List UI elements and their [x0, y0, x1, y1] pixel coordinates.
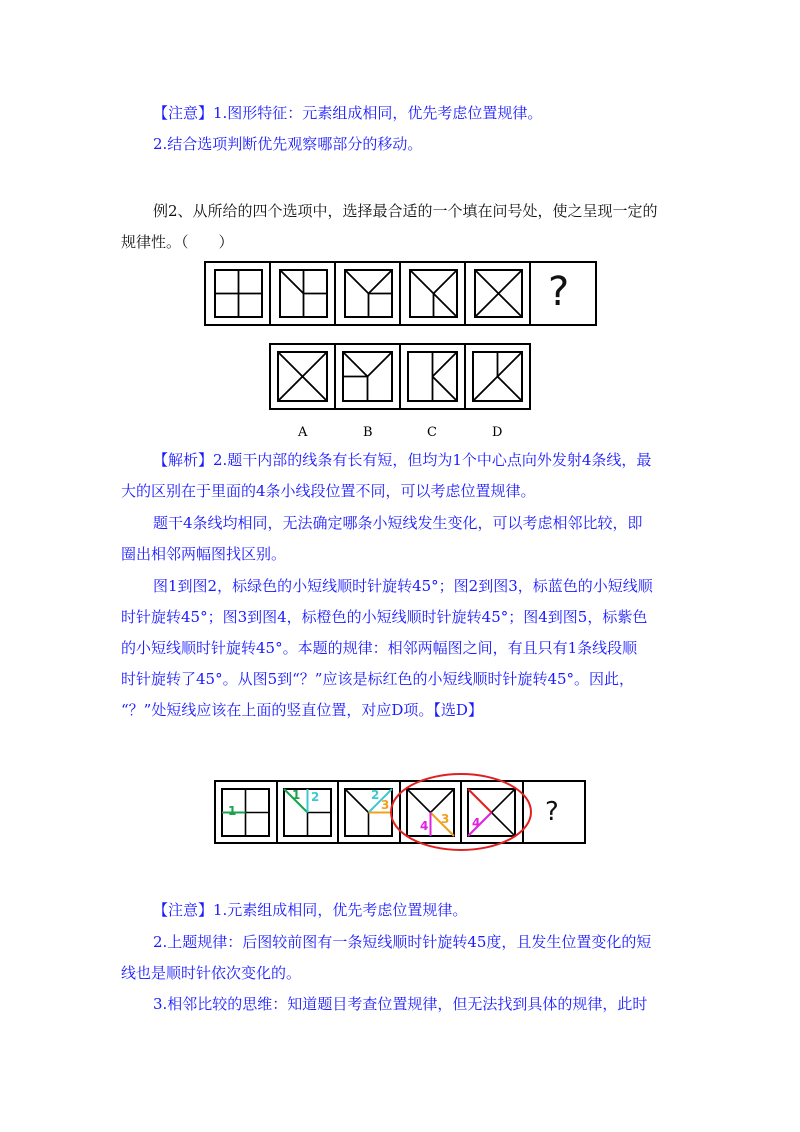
annot-label-fig2-1: 1 [292, 788, 301, 802]
analysis-p2-line1: 题干4条线均相同，无法确定哪条小短线发生变化，可以考虑相邻比较，即 [153, 514, 643, 532]
annot-label-fig2-2: 2 [311, 790, 320, 804]
analysis-p3-line4: 时针旋转了45°。从图5到“？”应该是标红色的小短线顺时针旋转45°。因此， [121, 670, 635, 688]
example-line2: 规律性。（ ） [121, 233, 234, 251]
option-label-d: D [492, 425, 503, 440]
analysis-p3-line3: 的小短线顺时针旋转45°。本题的规律：相邻两幅图之间，有且只有1条线段顺 [121, 639, 638, 657]
option-label-a: A [298, 425, 308, 440]
note2-line4: 3.相邻比较的思维：知道题目考查位置规律，但无法找到具体的规律，此时 [153, 995, 648, 1013]
annot-label-fig3-3: 3 [381, 798, 390, 812]
note1-line2: 2.结合选项判断优先观察哪部分的移动。 [153, 135, 423, 153]
annot-label-fig4-4: 4 [420, 819, 429, 833]
question-mark: ? [548, 269, 570, 315]
analysis-p2-line2: 圈出相邻两幅图找区别。 [121, 545, 287, 563]
analysis-p3-line1: 图1到图2，标绿色的小短线顺时针旋转45°；图2到图3，标蓝色的小短线顺 [153, 577, 653, 595]
option-label-c: C [427, 425, 437, 440]
option-label-b: B [363, 425, 373, 440]
note2-line1: 【注意】1.元素组成相同，优先考虑位置规律。 [153, 901, 468, 919]
analysis-p3-line2: 时针旋转45°；图3到图4，标橙色的小短线顺时针旋转45°；图4到图5，标紫色 [121, 608, 648, 626]
annot-label-fig3-2: 2 [371, 788, 380, 802]
annot-label-fig1-1: 1 [228, 804, 237, 818]
analysis-p1-line2: 大的区别在于里面的4条小线段位置不同，可以考虑位置规律。 [121, 482, 536, 500]
note2-line3: 线也是顺时针依次变化的。 [121, 964, 302, 982]
note2-line2: 2.上题规律：后图较前图有一条短线顺时针旋转45度，且发生位置变化的短 [153, 933, 652, 951]
annotated-question-mark: ? [545, 797, 559, 827]
example-line1: 例2、从所给的四个选项中，选择最合适的一个填在问号处，使之呈现一定的 [153, 202, 658, 220]
note1-line1: 【注意】1.图形特征：元素组成相同，优先考虑位置规律。 [153, 104, 543, 122]
analysis-p3-line5: “？”处短线应该在上面的竖直位置，对应D项。【选D】 [121, 701, 483, 719]
analysis-p1-line1: 【解析】2.题干内部的线条有长有短，但均为1个中心点向外发射4条线，最 [153, 451, 652, 469]
annot-label-fig4-3: 3 [441, 812, 450, 826]
annot-label-fig5-4: 4 [472, 816, 481, 830]
